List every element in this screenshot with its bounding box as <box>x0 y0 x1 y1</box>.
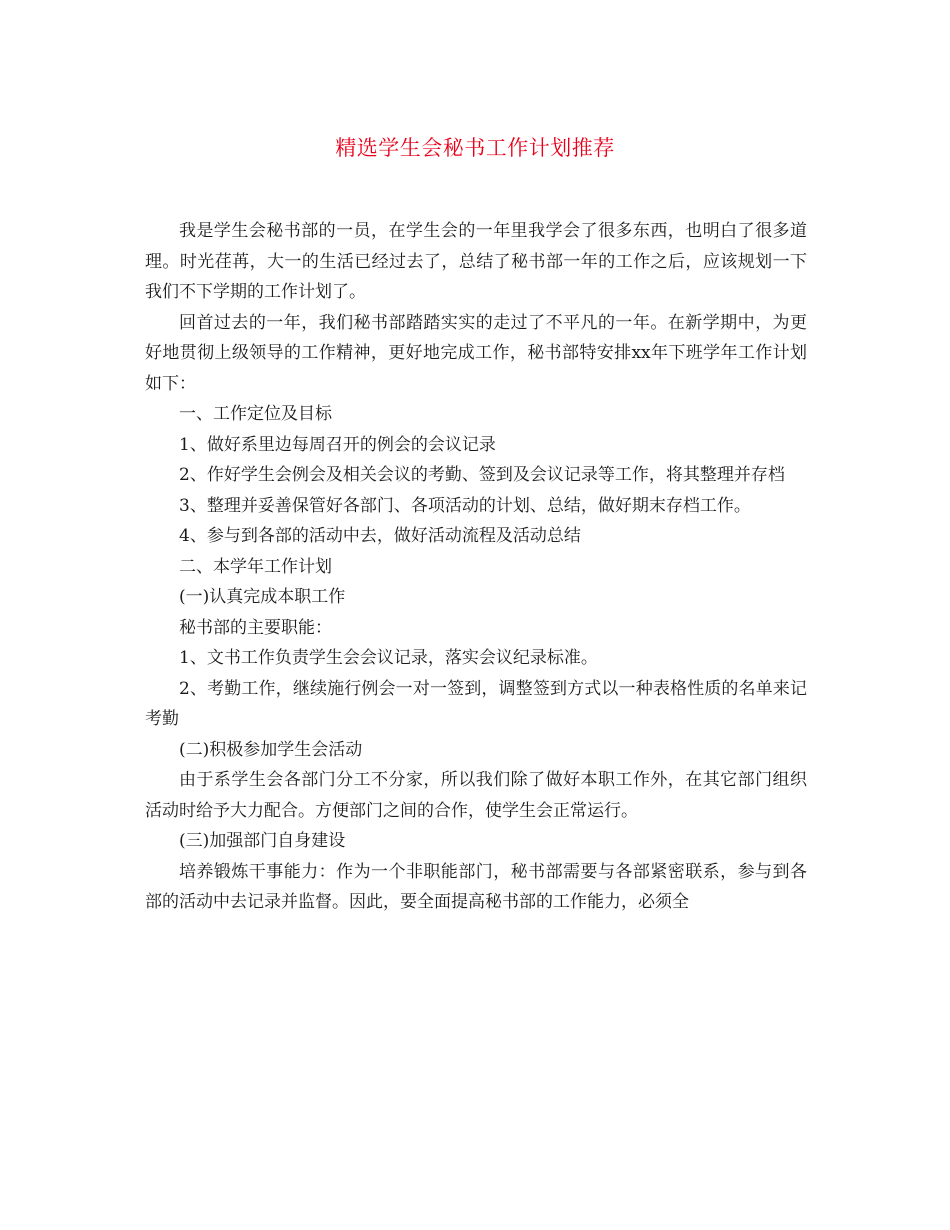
paragraph: 由于系学生会各部门分工不分家，所以我们除了做好本职工作外，在其它部门组织活动时给予大力配合。方便部门之间的合作，使学生会正常运行。 <box>145 770 807 821</box>
document-title: 精选学生会秘书工作计划推荐 <box>335 136 615 160</box>
paragraph: 培养锻炼干事能力：作为一个非职能部门，秘书部需要与各部紧密联系，参与到各部的活动中去记录并监督。因此，要全面提高秘书部的工作能力，必须全 <box>145 861 807 912</box>
section-heading: 一、工作定位及目标 <box>179 404 332 424</box>
paragraph: 秘书部的主要职能： <box>179 617 332 638</box>
list-item: 1、做好系里边每周召开的例会的会议记录 <box>179 434 496 455</box>
document-body <box>145 216 807 918</box>
section-heading: 二、本学年工作计划 <box>179 556 332 577</box>
list-item: 2、考勤工作，继续施行例会一对一签到，调整签到方式以一种表格性质的名单来记考勤 <box>145 678 807 729</box>
list-item: 4、参与到各部的活动中去，做好活动流程及活动总结 <box>179 526 581 546</box>
paragraph: 回首过去的一年，我们秘书部踏踏实实的走过了不平凡的一年。在新学期中，为更好地贯彻上级领导的工作精神，更好地完成工作，秘书部特安排xx年下班学年工作计划如下： <box>145 312 807 394</box>
list-item: 3、整理并妥善保管好各部门、各项活动的计划、总结，做好期末存档工作。 <box>179 495 751 516</box>
list-item: 1、文书工作负责学生会会议记录，落实会议纪录标准。 <box>179 648 598 668</box>
list-item: 2、作好学生会例会及相关会议的考勤、签到及会议记录等工作，将其整理并存档 <box>179 465 785 485</box>
subsection-heading: (一)认真完成本职工作 <box>179 587 346 607</box>
subsection-heading: (三)加强部门自身建设 <box>179 831 346 851</box>
subsection-heading: (二)积极参加学生会活动 <box>179 739 363 760</box>
paragraph: 我是学生会秘书部的一员，在学生会的一年里我学会了很多东西，也明白了很多道理。时光荏苒，大一的生活已经过去了，总结了秘书部一年的工作之后，应该规划一下我们不下学期的工作计划了。 <box>145 221 807 302</box>
